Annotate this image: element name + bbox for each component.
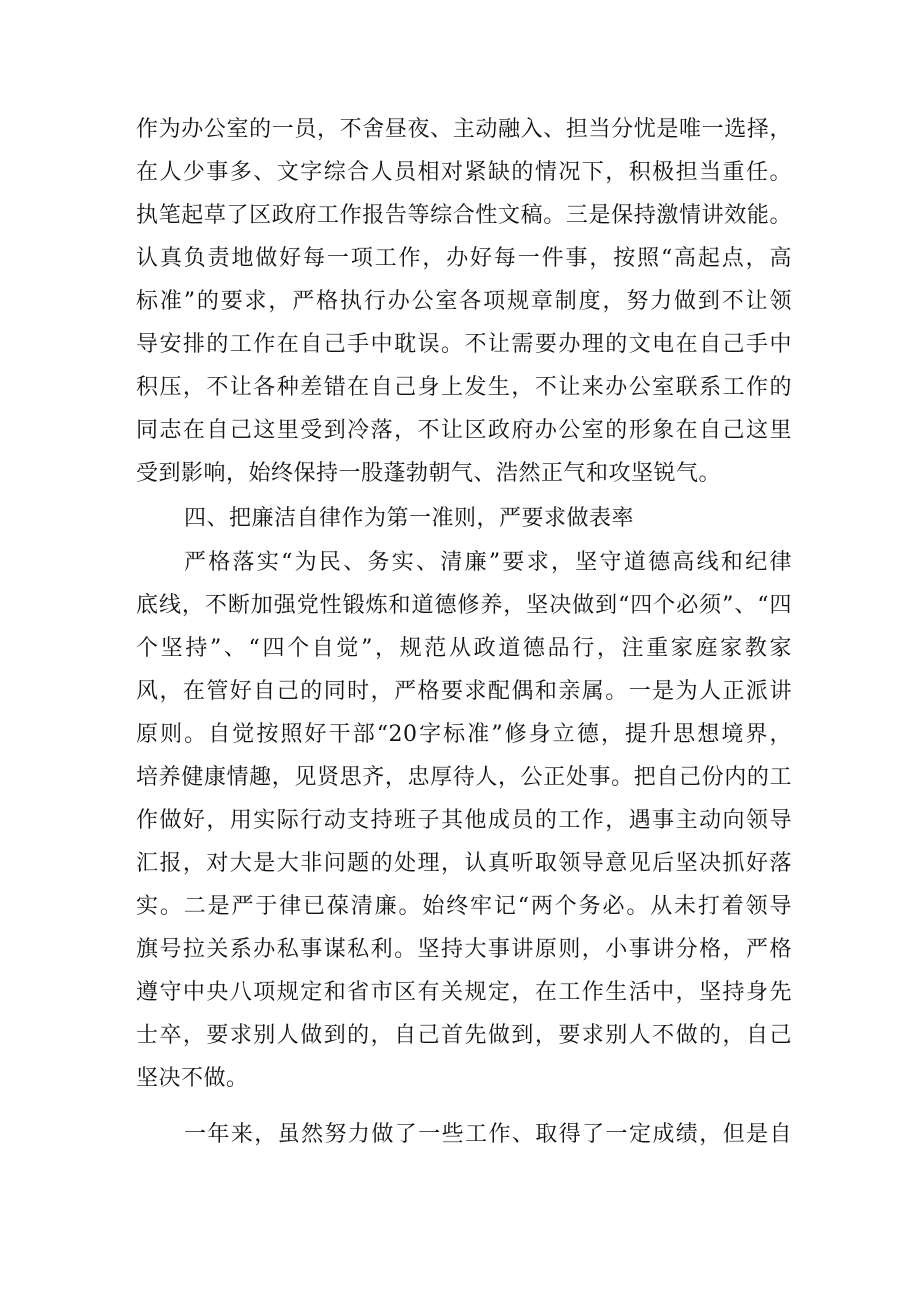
paragraph-line: 士卒，要求别人做到的，自己首先做到，要求别人不做的，自己 <box>136 1023 792 1048</box>
paragraph-line: 作做好，用实际行动支持班子其他成员的工作，遇事主动向领导 <box>136 808 792 833</box>
paragraph-line: 坚决不做。 <box>136 1066 249 1091</box>
paragraph-line: 在人少事多、文字综合人员相对紧缺的情况下，积极担当重任。 <box>136 160 792 185</box>
paragraph-line: 受到影响，始终保持一股蓬勃朝气、浩然正气和攻坚锐气。 <box>136 461 722 486</box>
paragraph-line: 作为办公室的一员，不舍昼夜、主动融入、担当分忧是唯一选择， <box>136 117 792 142</box>
paragraph-line: 导安排的工作在自己手中耽误。不让需要办理的文电在自己手中 <box>136 332 792 357</box>
paragraph-line: 执笔起草了区政府工作报告等综合性文稿。三是保持激情讲效能。 <box>136 203 792 228</box>
paragraph-line: 积压，不让各种差错在自己身上发生，不让来办公室联系工作的 <box>136 375 792 400</box>
paragraph-line: 同志在自己这里受到冷落，不让区政府办公室的形象在自己这里 <box>136 418 792 443</box>
paragraph-line: 个坚持”、“四个自觉”，规范从政道德品行，注重家庭家教家 <box>136 636 792 661</box>
paragraph-line: 旗号拉关系办私事谋私利。坚持大事讲原则，小事讲分格，严格 <box>136 937 792 962</box>
paragraph-line: 风，在管好自己的同时，严格要求配偶和亲属。一是为人正派讲 <box>136 679 792 704</box>
paragraph-line: 汇报，对大是大非问题的处理，认真听取领导意见后坚决抓好落 <box>136 851 792 876</box>
paragraph-line: 标准”的要求，严格执行办公室各项规章制度，努力做到不让领 <box>136 289 792 314</box>
paragraph-line: 严格落实“为民、务实、清廉”要求，坚守道德高线和纪律 <box>184 550 792 575</box>
paragraph-line: 认真负责地做好每一项工作，办好每一件事，按照“高起点，高 <box>136 246 792 271</box>
paragraph-line: 底线，不断加强党性锻炼和道德修养，坚决做到“四个必须”、“四 <box>136 593 792 618</box>
paragraph-line: 培养健康情趣，见贤思齐，忠厚待人，公正处事。把自己份内的工 <box>136 765 792 790</box>
paragraph-line: 实。二是严于律已葆清廉。始终牢记“两个务必。从未打着领导 <box>136 894 792 919</box>
paragraph-line: 原则。自觉按照好干部“20字标准”修身立德，提升思想境界， <box>136 722 792 747</box>
paragraph-line: 一年来，虽然努力做了一些工作、取得了一定成绩，但是自 <box>184 1122 792 1147</box>
paragraph-line: 遵守中央八项规定和省市区有关规定，在工作生活中，坚持身先 <box>136 980 792 1005</box>
section-heading: 四、把廉洁自律作为第一准则，严要求做表率 <box>184 506 635 531</box>
